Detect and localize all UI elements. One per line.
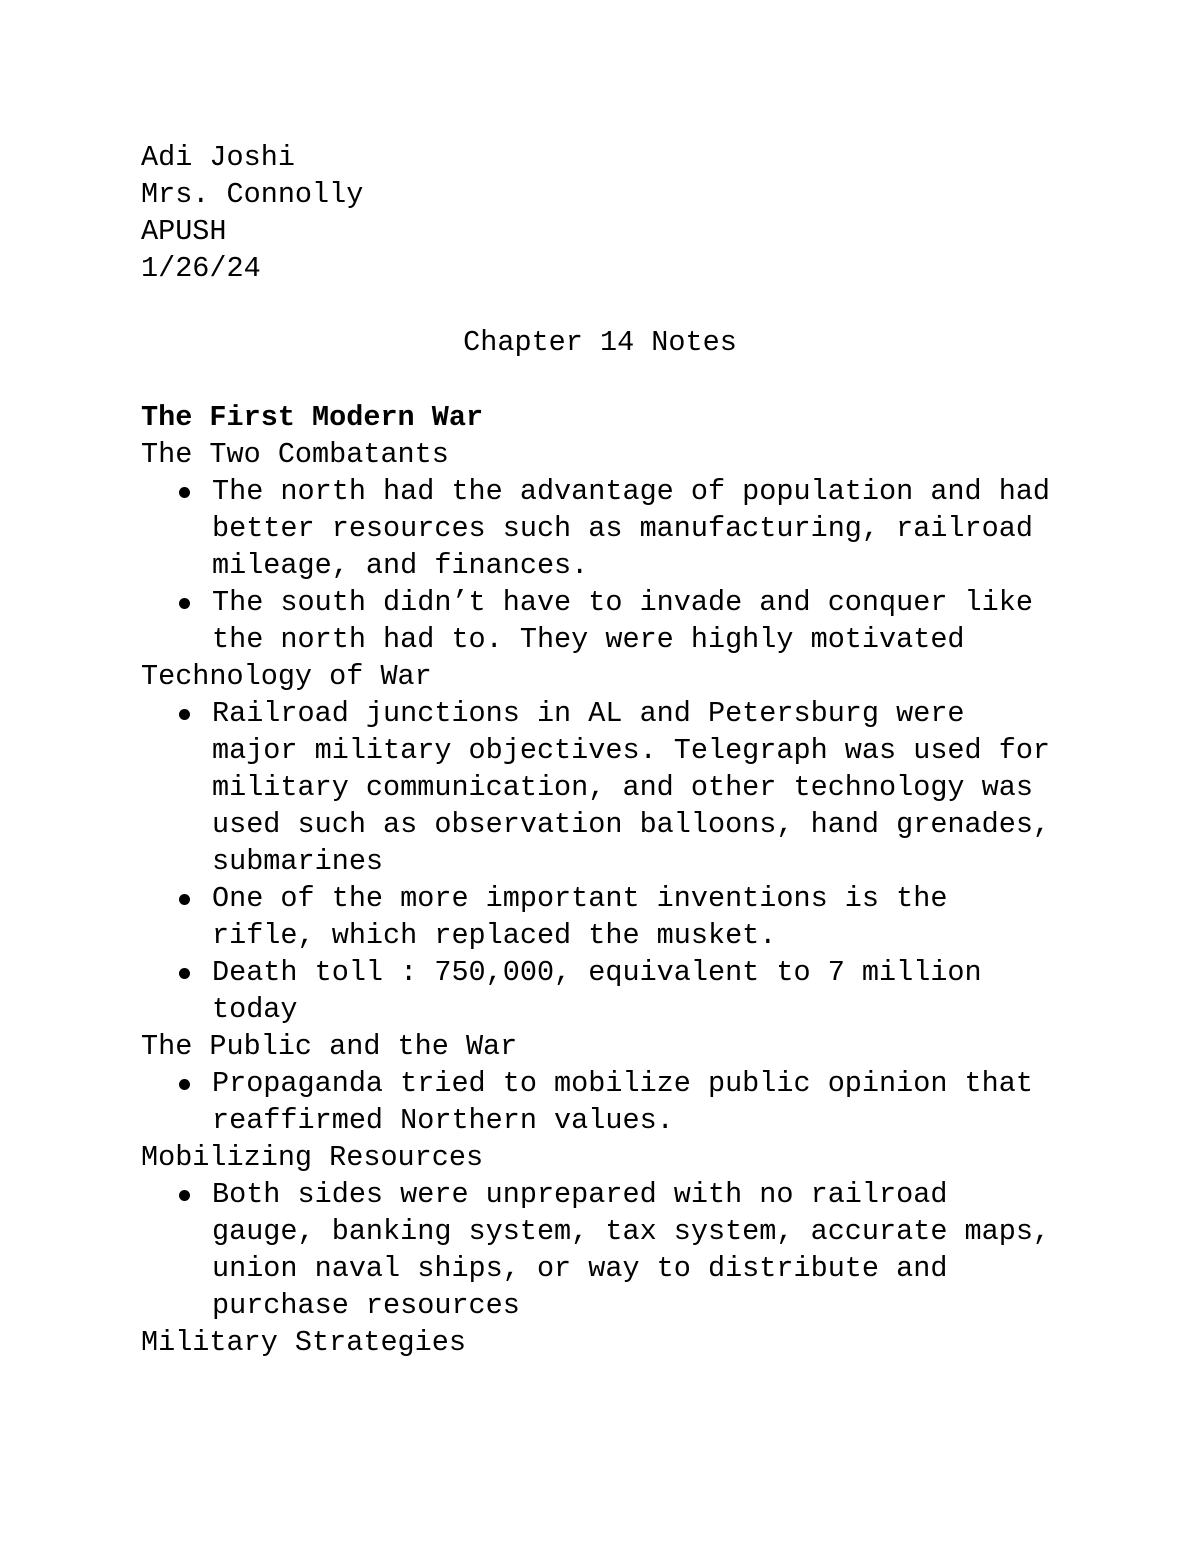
bullet-icon <box>179 1079 190 1090</box>
list-item-text: The north had the advantage of population and had better resources such as manufacturing, railroad mileage, and finances. <box>212 475 1051 582</box>
bullet-list <box>141 695 1101 1028</box>
subsection-heading: Mobilizing Resources <box>141 1141 484 1174</box>
subsection-heading: The Public and the War <box>141 1030 518 1063</box>
bullet-icon <box>179 709 190 720</box>
list-item <box>141 1065 1052 1139</box>
course-name: APUSH <box>141 215 227 248</box>
subsection-heading: Military Strategies <box>141 1326 466 1359</box>
subsection-heading: Technology of War <box>141 660 432 693</box>
subsection-heading: The Two Combatants <box>141 438 449 471</box>
bullet-icon <box>179 1190 190 1201</box>
list-item <box>141 584 1052 658</box>
bullet-icon <box>179 894 190 905</box>
list-item-text: Railroad junctions in AL and Petersburg were major military objectives. Telegraph was used for military communication, and other technology was used such as observation balloons, hand grenades, submarines <box>212 697 1051 878</box>
list-item <box>141 880 1052 954</box>
list-item-text: The south didn’t have to invade and conquer like the north had to. They were highly motivated <box>212 586 1033 656</box>
section-heading: The First Modern War <box>141 401 484 434</box>
list-item <box>141 473 1052 584</box>
notes-body <box>141 399 1101 1361</box>
date: 1/26/24 <box>141 252 261 285</box>
bullet-list <box>141 1176 1101 1324</box>
bullet-icon <box>179 968 190 979</box>
student-name: Adi Joshi <box>141 141 295 174</box>
teacher-name: Mrs. Connolly <box>141 178 364 211</box>
document-title: Chapter 14 Notes <box>463 326 737 359</box>
list-item-text: Propaganda tried to mobilize public opinion that reaffirmed Northern values. <box>212 1067 1033 1137</box>
list-item-text: Both sides were unprepared with no railroad gauge, banking system, tax system, accurate maps, union naval ships, or way to distribute and purchase resources <box>212 1178 1051 1322</box>
header-block <box>141 139 363 287</box>
bullet-icon <box>179 487 190 498</box>
list-item <box>141 695 1052 880</box>
list-item-text: Death toll : 750,000, equivalent to 7 million today <box>212 956 982 1026</box>
bullet-list <box>141 473 1101 658</box>
list-item <box>141 954 1052 1028</box>
bullet-icon <box>179 598 190 609</box>
list-item <box>141 1176 1052 1324</box>
list-item-text: One of the more important inventions is the rifle, which replaced the musket. <box>212 882 948 952</box>
bullet-list <box>141 1065 1101 1139</box>
